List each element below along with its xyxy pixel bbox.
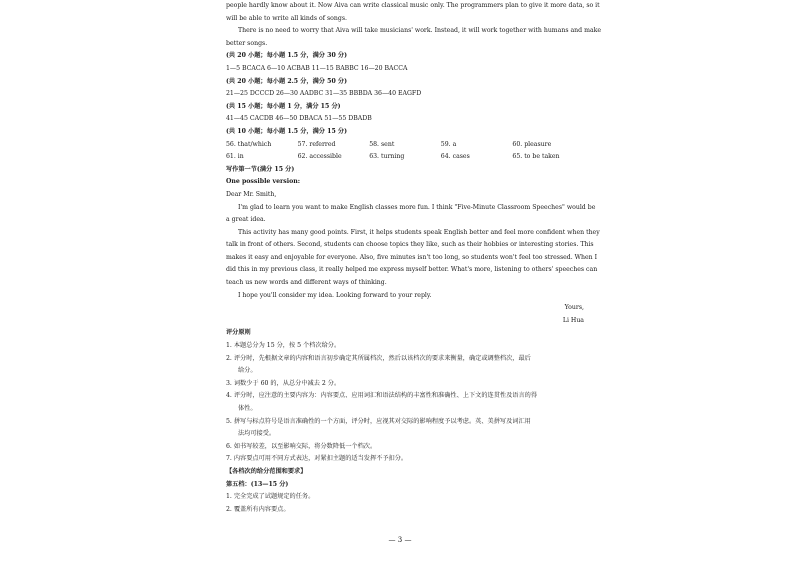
fill-answer: 60. pleasure xyxy=(512,140,552,148)
level-requirement: 2. 覆盖所有内容要点。 xyxy=(226,505,290,513)
essay-line: I'm glad to learn you want to make English classes more fun. I think "Five-Minute Classroom Speeches" would be xyxy=(238,203,596,211)
fill-answer: 63. turning xyxy=(369,153,405,161)
scoring-rule: 4. 评分时，应注意的主要内容为：内容要点、应用词汇和语法结构的丰富性和准确性、上下文的连贯性及语言的得 xyxy=(226,392,538,400)
letter-salutation: Dear Mr. Smith, xyxy=(226,190,277,198)
fill-answer: 62. accessible xyxy=(297,153,342,161)
reading-text-line: better songs. xyxy=(226,39,268,47)
essay-line: This activity has many good points. First, it helps students speak English better and feel more confident when they xyxy=(238,228,600,236)
fill-answers-row xyxy=(226,151,584,164)
levels-title: 【各档次的给分范围和要求】 xyxy=(226,467,307,475)
fill-answer: 64. cases xyxy=(440,153,470,161)
fill-answers-row xyxy=(226,139,584,152)
section-title: (共 10 小题；每小题 1.5 分，满分 15 分) xyxy=(226,127,348,135)
reading-text-line: will be able to write all kinds of songs. xyxy=(226,14,347,22)
level-five-title: 第五档：(13—15 分) xyxy=(226,480,289,488)
reading-text-line: There is no need to worry that Aiva will take musicians' work. Instead, it will work together with humans and make xyxy=(238,27,602,35)
section-title: (共 15 小题；每小题 1 分，满分 15 分) xyxy=(226,102,341,110)
scoring-rule: 6. 如书写较差，以至影响交际，将分数降低一个档次。 xyxy=(226,442,377,450)
scoring-rule: 5. 拼写与标点符号是语言准确性的一个方面，评分时，应视其对交际的影响程度予以考虑。英、美拼写及词汇用 xyxy=(226,417,531,425)
fill-answer: 58. sent xyxy=(369,140,395,148)
fill-answer: 65. to be taken xyxy=(512,153,560,161)
possible-version-label: One possible version: xyxy=(226,178,301,186)
essay-line: a great idea. xyxy=(226,216,266,224)
page-number: — 3 — xyxy=(388,536,412,544)
essay-line: teach us new words and different ways of thinking. xyxy=(226,279,387,287)
letter-signature: Li Hua xyxy=(562,316,584,324)
fill-answer: 56. that/which xyxy=(226,140,272,148)
level-requirement: 1. 完全完成了试题规定的任务。 xyxy=(226,493,315,501)
scoring-rules-title: 评分原则 xyxy=(226,329,251,337)
writing-section-title: 写作第一节(满分 15 分) xyxy=(226,165,295,173)
answer-key-line: 21—25 DCCCD 26—30 AADBC 31—35 BBBDA 36—40 EAGFD xyxy=(226,90,422,98)
fill-answer: 59. a xyxy=(440,140,457,148)
essay-line: did this in my previous class, it really helped me express myself better. What's more, listening to others' speeches can xyxy=(226,266,598,274)
section-title: (共 20 小题；每小题 1.5 分，满分 30 分) xyxy=(226,52,348,60)
scoring-rule: 2. 评分时，先根据文章的内容和语言初步确定其所属档次，然后以该档次的要求来衡量，确定或调整档次，最后 xyxy=(226,354,531,362)
page-content xyxy=(226,0,602,516)
scoring-rule: 1. 本题总分为 15 分，按 5 个档次给分。 xyxy=(226,342,341,350)
essay-line: I hope you'll consider my idea. Looking forward to your reply. xyxy=(238,291,432,299)
essay-line: talk in front of others. Second, students can choose topics they like, such as their hobbies or interesting stories. This xyxy=(226,241,594,249)
reading-text-line: people hardly know about it. Now Aiva can write classical music only. The programmers plan to give it more data, so it xyxy=(226,2,600,9)
scoring-rule: 体性。 xyxy=(238,405,257,412)
essay-line: makes it easy and enjoyable for everyone. Also, five minutes isn't too long, so students won't feel too stressed. When I xyxy=(226,253,598,261)
letter-closing: Yours, xyxy=(564,304,584,312)
scoring-rule: 给分。 xyxy=(238,367,257,375)
answer-key-line: 41—45 CACDB 46—50 DBACA 51—55 DBADB xyxy=(226,115,372,123)
section-title: (共 20 小题；每小题 2.5 分，满分 50 分) xyxy=(226,77,348,85)
answer-key-line: 1—5 BCACA 6—10 ACBAB 11—15 BABBC 16—20 BACCA xyxy=(226,64,408,72)
fill-answer: 57. referred xyxy=(297,140,336,148)
scoring-rule: 法均可接受。 xyxy=(238,430,276,438)
scoring-rule: 7. 内容要点可用不同方式表达，对紧扣主题的适当发挥不予扣分。 xyxy=(226,455,408,463)
scoring-rule: 3. 词数少于 60 的，从总分中减去 2 分。 xyxy=(226,379,341,387)
fill-answer: 61. in xyxy=(226,153,244,161)
